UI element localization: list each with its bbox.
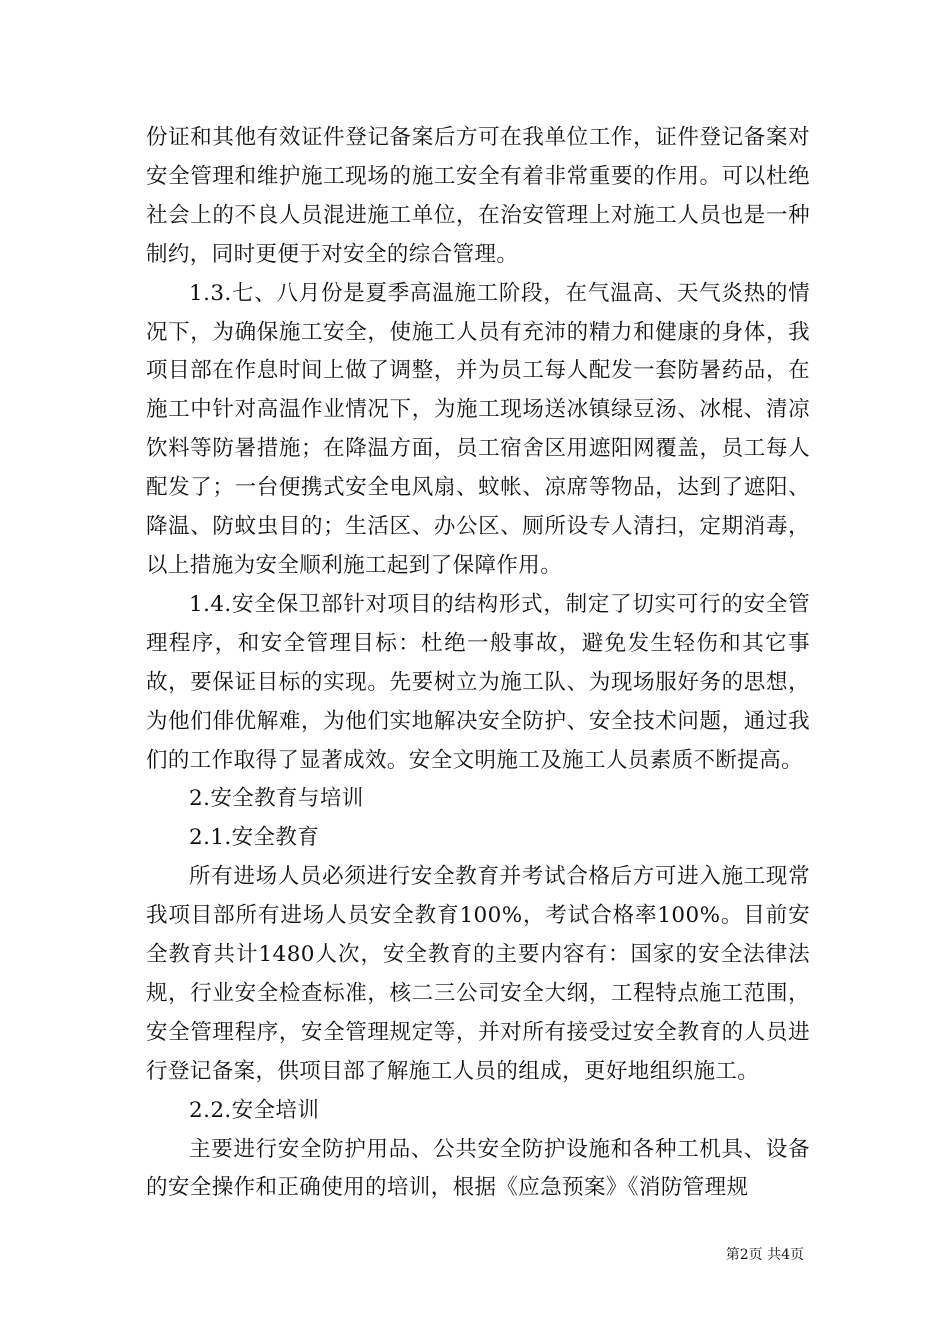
footer-prefix: 第 <box>725 1247 740 1263</box>
paragraph-1-3-summer-measures: 1.3.七、八月份是夏季高温施工阶段，在气温高、天气炎热的情况下，为确保施工安全，使施工人员有充沛的精力和健康的身体，我项目部在作息时间上做了调整，并为员工每人配发一套防暑药品，在施工中针对高温作业情况下，为施工现场送冰镇绿豆汤、冰棍、清凉饮料等防暑措施；在降温方面，员工宿舍区用遮阳网覆盖，员工每人配发了；一台便携式安全电风扇、蚊帐、凉席等物品，达到了遮阳、降温、防蚊虫目的；生活区、办公区、厕所设专人清扫，定期消毒，以上措施为安全顺利施工起到了保障作用。 <box>146 280 810 578</box>
footer-total-pages: 4 <box>781 1247 790 1263</box>
footer-middle: 页 共 <box>748 1247 782 1263</box>
heading-2-1-safety-education: 2.1.安全教育 <box>189 825 320 851</box>
paragraph-1-4-security-department: 1.4.安全保卫部针对项目的结构形式，制定了切实可行的安全管理程序，和安全管理目标：杜绝一般事故，避免发生轻伤和其它事故，要保证目标的实现。先要树立为施工队、为现场服好务的思想，为他们俳优解难，为他们实地解决安全防护、安全技术问题，通过我们的工作取得了显著成效。安全文明施工及施工人员素质不断提高。 <box>146 591 810 773</box>
footer-current-page: 2 <box>739 1247 749 1263</box>
heading-2-2-safety-training: 2.2.安全培训 <box>189 1097 320 1123</box>
heading-2-safety-education-training: 2.安全教育与培训 <box>189 786 364 812</box>
page-number-footer <box>726 1246 804 1264</box>
footer-suffix: 页 <box>790 1247 804 1263</box>
document-body <box>146 119 810 1208</box>
paragraph-1: 份证和其他有效证件登记备案后方可在我单位工作，证件登记备案对安全管理和维护施工现场的施工安全有着非常重要的作用。可以杜绝社会上的不良人员混进施工单位，在治安管理上对施工人员也是一种制约，同时更便于对安全的综合管理。 <box>146 125 810 267</box>
paragraph-2-1-content: 所有进场人员必须进行安全教育并考试合格后方可进入施工现常我项目部所有进场人员安全教育100%，考试合格率100%。目前安全教育共计1480人次，安全教育的主要内容有：国家的安全法律法规，行业安全检查标准，核二三公司安全大纲，工程特点施工范围，安全管理程序，安全管理规定等，并对所有接受过安全教育的人员进行登记备案，供项目部了解施工人员的组成，更好地组织施工。 <box>146 864 810 1084</box>
paragraph-2-2-content: 主要进行安全防护用品、公共安全防护设施和各种工机具、设备的安全操作和正确使用的培训，根据《应急预案》《消防管理规 <box>146 1136 810 1201</box>
